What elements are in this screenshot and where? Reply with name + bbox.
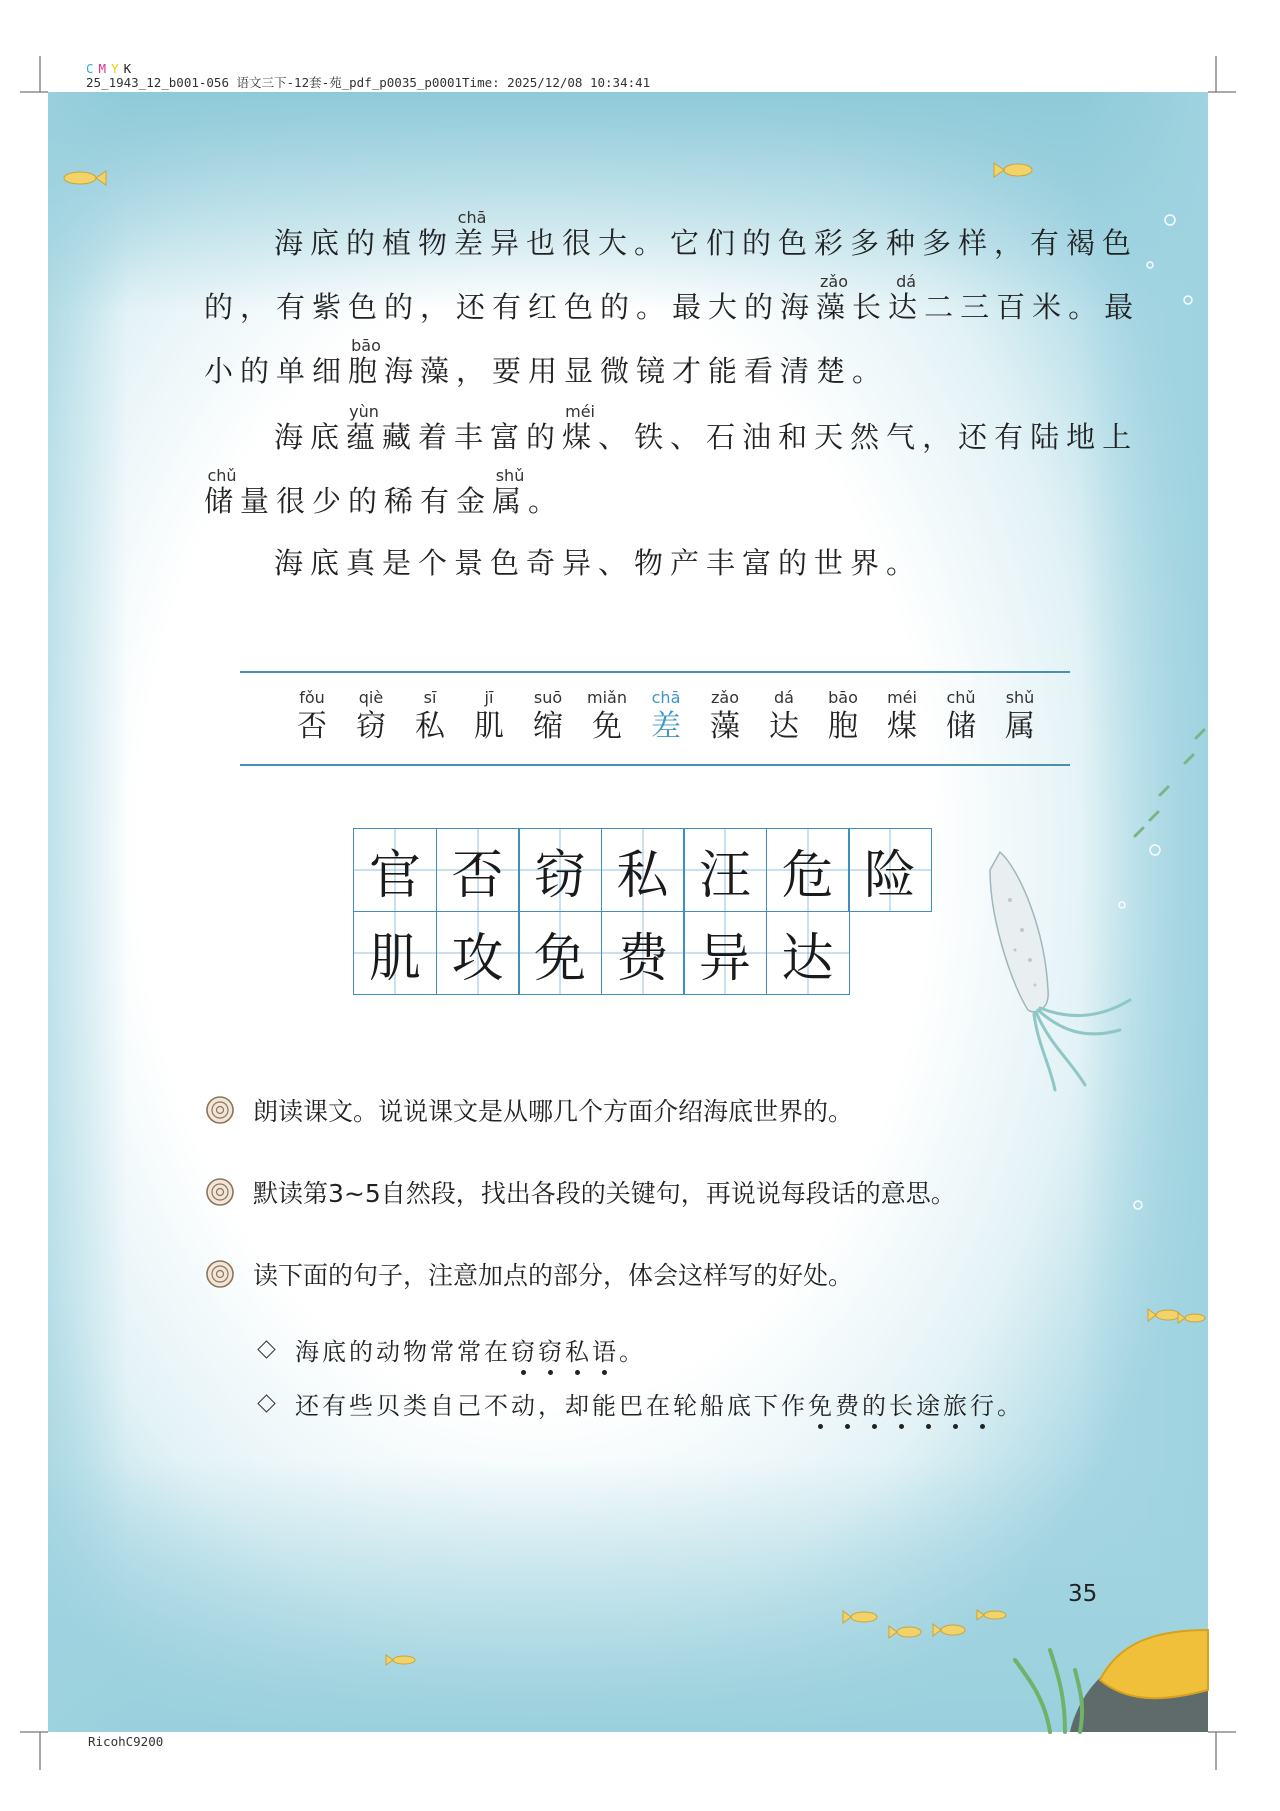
passage-line-3 [204, 338, 888, 388]
cmyk-c: C [86, 61, 94, 76]
pinyin: zǎo [816, 272, 853, 291]
exercise-2-text: 默读第3~5自然段，找出各段的关键句，再说说每段话的意思。 [253, 1179, 956, 1208]
print-header [86, 62, 650, 90]
emphasized-char: 私 [565, 1332, 592, 1367]
vocab-pinyin: qiè [358, 688, 384, 707]
exercise-3 [205, 1256, 853, 1292]
diamond-bullet-icon [257, 1394, 275, 1412]
vocab-character: 差 [651, 709, 681, 744]
vocab-pinyin: fǒu [299, 688, 325, 707]
passage-text: 小的单细 [204, 354, 349, 388]
vocab-item [463, 688, 515, 746]
writing-grid-row-2 [353, 911, 848, 995]
sentence-text: 还有些贝类自己不动，却能巴在轮船底下作 [295, 1392, 808, 1420]
vocab-pinyin: miǎn [587, 688, 627, 707]
passage-text: 二三百米。最 [924, 290, 1141, 324]
vocab-strip [286, 688, 1046, 746]
vocab-top-rule [240, 671, 1070, 673]
passage-line-2 [204, 274, 1140, 324]
vocab-item [758, 688, 810, 746]
annotated-char: 达dá [888, 272, 925, 324]
annotated-char: 蕴yùn [346, 402, 383, 454]
example-sentence-1 [258, 1332, 646, 1367]
cmyk-marks [86, 62, 650, 76]
cmyk-m: M [98, 61, 107, 76]
pinyin: chǔ [204, 466, 241, 485]
vocab-character: 缩 [533, 709, 563, 744]
grid-cell: 官 [353, 828, 437, 912]
exercise-1-text: 朗读课文。说说课文是从哪几个方面介绍海底世界的。 [253, 1097, 854, 1126]
emphasized-char: 途 [916, 1386, 943, 1421]
grid-cell: 危 [766, 828, 850, 912]
vocab-item [404, 688, 456, 746]
sentence-text: 。 [619, 1338, 646, 1366]
vocab-character: 窃 [356, 709, 386, 744]
annotated-char: 储chǔ [204, 466, 241, 518]
vocab-pinyin: shǔ [1005, 688, 1035, 707]
vocab-item [581, 688, 633, 746]
example-sentence-1-text [295, 1332, 646, 1367]
passage-text: 海底真是个景色奇异、物产丰富的世界。 [274, 546, 923, 580]
example-sentence-2-text [295, 1386, 1024, 1421]
vocab-pinyin: chǔ [946, 688, 976, 707]
vocab-character: 否 [297, 709, 327, 744]
writing-grid-row-1 [353, 828, 931, 912]
emphasized-char: 的 [862, 1386, 889, 1421]
sentence-text: 。 [997, 1392, 1024, 1420]
exercise-1 [205, 1092, 853, 1128]
cmyk-y: Y [111, 61, 119, 76]
vocab-pinyin: dá [774, 688, 794, 707]
vocab-pinyin: jī [484, 688, 494, 707]
vocab-character: 私 [415, 709, 445, 744]
shell-icon [205, 1177, 235, 1207]
grid-cell: 费 [601, 911, 685, 995]
annotated-char: 煤méi [562, 402, 599, 454]
vocab-pinyin: sī [423, 688, 437, 707]
vocab-character: 免 [592, 709, 622, 744]
vocab-character: 肌 [474, 709, 504, 744]
exercise-3-text: 读下面的句子，注意加点的部分，体会这样写的好处。 [253, 1261, 854, 1290]
vocab-pinyin: chā [651, 688, 681, 707]
cmyk-k: K [123, 61, 132, 76]
emphasized-char: 免 [808, 1386, 835, 1421]
grid-cell: 汪 [683, 828, 767, 912]
vocab-character: 煤 [887, 709, 917, 744]
emphasized-char: 窃 [538, 1332, 565, 1367]
grid-cell: 窃 [518, 828, 602, 912]
vocab-character: 达 [769, 709, 799, 744]
shell-icon [205, 1095, 235, 1125]
passage-text: 异也很大。它们的色彩多种多样，有褐色 [490, 226, 1139, 260]
grid-cell: 达 [766, 911, 850, 995]
emphasized-char: 语 [592, 1332, 619, 1367]
passage-line-1 [274, 210, 1138, 260]
vocab-item [286, 688, 338, 746]
passage-text: 。 [528, 484, 565, 518]
passage-text: 的，有紫色的，还有红色的。最大的海 [204, 290, 817, 324]
vocab-item [640, 688, 692, 746]
annotated-char: 属shǔ [492, 466, 529, 518]
vocab-item [345, 688, 397, 746]
example-sentence-2 [258, 1386, 1024, 1421]
vocab-pinyin: bāo [828, 688, 858, 707]
pinyin: shǔ [492, 466, 529, 485]
printer-mark: RicohC9200 [88, 1734, 164, 1749]
passage-text: 海底 [274, 420, 347, 454]
vocab-pinyin: zǎo [711, 688, 739, 707]
vocab-item [817, 688, 869, 746]
emphasized-char: 长 [889, 1386, 916, 1421]
grid-cell: 肌 [353, 911, 437, 995]
print-file-info: 25_1943_12_b001-056 语文三下-12套-苑_pdf_p0035_p0001Time: 2025/12/08 10:34:41 [86, 75, 651, 90]
vocab-pinyin: méi [887, 688, 917, 707]
annotated-char: 胞bāo [348, 336, 385, 388]
grid-cell: 私 [601, 828, 685, 912]
grid-cell: 攻 [436, 911, 520, 995]
passage-line-4 [274, 404, 1138, 454]
emphasized-char: 费 [835, 1386, 862, 1421]
emphasized-char: 旅 [943, 1386, 970, 1421]
vocab-pinyin: suō [533, 688, 563, 707]
vocab-character: 储 [946, 709, 976, 744]
grid-cell: 否 [436, 828, 520, 912]
emphasized-char: 窃 [511, 1332, 538, 1367]
pinyin: méi [562, 402, 599, 421]
exercise-2 [205, 1174, 956, 1210]
vocab-character: 藻 [710, 709, 740, 744]
grid-cell: 异 [683, 911, 767, 995]
pinyin: dá [888, 272, 925, 291]
shell-icon [205, 1259, 235, 1289]
annotated-char: 差chā [454, 208, 491, 260]
passage-line-5 [204, 468, 564, 518]
vocab-item [935, 688, 987, 746]
passage-text: 海藻，要用显微镜才能看清楚。 [384, 354, 889, 388]
sentence-text: 海底的动物常常在 [295, 1338, 511, 1366]
passage-text: 长 [852, 290, 889, 324]
passage-text: 、铁、石油和天然气，还有陆地上 [598, 420, 1139, 454]
pinyin: bāo [348, 336, 385, 355]
page-number: 35 [1068, 1581, 1098, 1607]
emphasized-char: 行 [970, 1386, 997, 1421]
vocab-character: 属 [1005, 709, 1035, 744]
diamond-bullet-icon [257, 1340, 275, 1358]
passage-text: 海底的植物 [274, 226, 455, 260]
grid-cell: 险 [848, 828, 932, 912]
vocab-character: 胞 [828, 709, 858, 744]
pinyin: chā [454, 208, 491, 227]
vocab-item [699, 688, 751, 746]
vocab-item [522, 688, 574, 746]
pinyin: yùn [346, 402, 383, 421]
grid-cell: 免 [518, 911, 602, 995]
vocab-item [876, 688, 928, 746]
passage-line-6 [274, 546, 922, 580]
annotated-char: 藻zǎo [816, 272, 853, 324]
vocab-bottom-rule [240, 764, 1070, 766]
passage-text: 量很少的稀有金 [240, 484, 493, 518]
vocab-item [994, 688, 1046, 746]
passage-text: 藏着丰富的 [382, 420, 563, 454]
